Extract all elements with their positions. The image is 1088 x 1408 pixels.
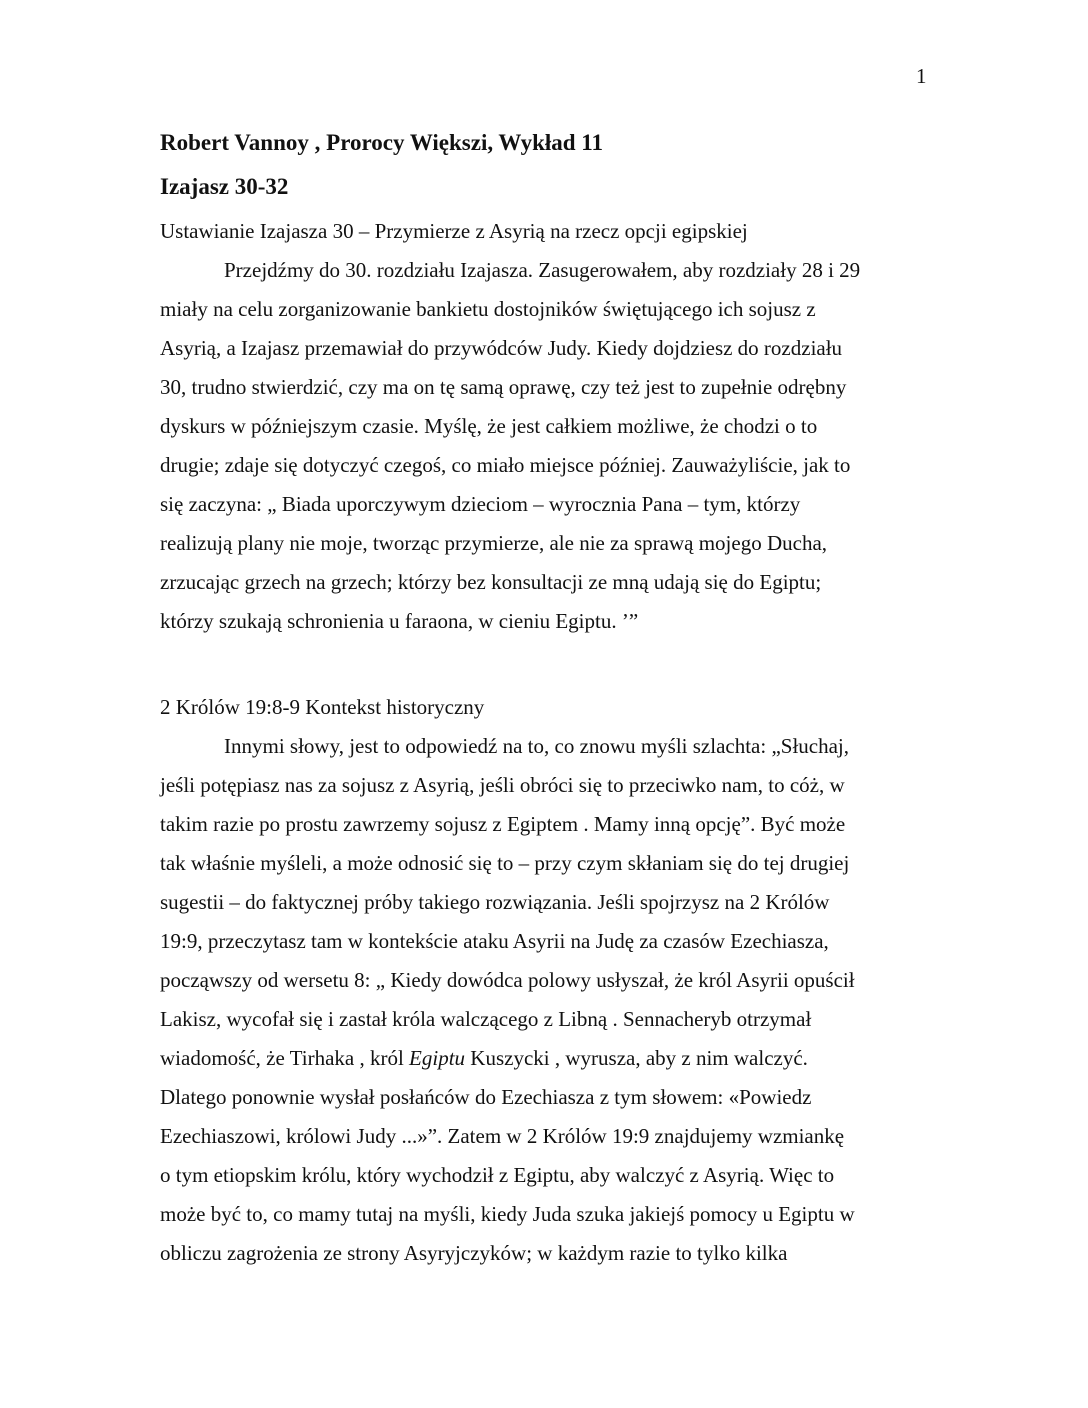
paragraph-line: sugestii – do faktycznej próby takiego rozwiązania. Jeśli spojrzysz na 2 Królów bbox=[160, 890, 830, 914]
paragraph-line: Innymi słowy, jest to odpowiedź na to, co znowu myśli szlachta: „Słuchaj, bbox=[224, 734, 850, 758]
section-heading: 2 Królów 19:8-9 Kontekst historyczny bbox=[160, 695, 485, 719]
paragraph-line: Asyrią, a Izajasz przemawiał do przywódców Judy. Kiedy dojdziesz do rozdziału bbox=[160, 336, 843, 360]
paragraph-line: 30, trudno stwierdzić, czy ma on tę samą oprawę, czy też jest to zupełnie odrębny bbox=[160, 375, 847, 399]
section-heading: Ustawianie Izajasza 30 – Przymierze z Asyrią na rzecz opcji egipskiej bbox=[160, 219, 748, 243]
document-subtitle: Izajasz 30-32 bbox=[160, 174, 289, 199]
page-number: 1 bbox=[916, 64, 927, 88]
paragraph-line: dyskurs w późniejszym czasie. Myślę, że jest całkiem możliwe, że chodzi o to bbox=[160, 414, 818, 438]
paragraph-line: miały na celu zorganizowanie bankietu dostojników świętującego ich sojusz z bbox=[160, 297, 816, 321]
paragraph-line bbox=[160, 1045, 808, 1071]
line-text: Kuszycki , wyrusza, aby z nim walczyć. bbox=[465, 1046, 808, 1070]
paragraph-line: którzy szukają schronienia u faraona, w cieniu Egiptu. ’” bbox=[160, 609, 639, 633]
paragraph-line: o tym etiopskim królu, który wychodził z Egiptu, aby walczyć z Asyrią. Więc to bbox=[160, 1163, 835, 1187]
italic-word: Egiptu bbox=[409, 1046, 466, 1070]
paragraph-line: tak właśnie myśleli, a może odnosić się to – przy czym skłaniam się do tej drugiej bbox=[160, 851, 850, 875]
paragraph-line: jeśli potępiasz nas za sojusz z Asyrią, jeśli obróci się to przeciwko nam, to cóż, w bbox=[160, 773, 845, 797]
paragraph-line: Lakisz, wycofał się i zastał króla walczącego z Libną . Sennacheryb otrzymał bbox=[160, 1007, 812, 1031]
paragraph-line: się zaczyna: „ Biada uporczywym dzieciom – wyrocznia Pana – tym, którzy bbox=[160, 492, 801, 516]
paragraph-line: zrzucając grzech na grzech; którzy bez konsultacji ze mną udają się do Egiptu; bbox=[160, 570, 822, 594]
paragraph-line: Przejdźmy do 30. rozdziału Izajasza. Zasugerowałem, aby rozdziały 28 i 29 bbox=[224, 258, 861, 282]
paragraph-line: obliczu zagrożenia ze strony Asyryjczyków; w każdym razie to tylko kilka bbox=[160, 1241, 788, 1265]
paragraph-line: począwszy od wersetu 8: „ Kiedy dowódca polowy usłyszał, że król Asyrii opuścił bbox=[160, 968, 855, 992]
paragraph-line: Dlatego ponownie wysłał posłańców do Ezechiasza z tym słowem: «Powiedz bbox=[160, 1085, 812, 1109]
document-title: Robert Vannoy , Prorocy Większi, Wykład 11 bbox=[160, 130, 604, 155]
paragraph-line: realizują plany nie moje, tworząc przymierze, ale nie za sprawą mojego Ducha, bbox=[160, 531, 828, 555]
paragraph-line: drugie; zdaje się dotyczyć czegoś, co miało miejsce później. Zauważyliście, jak to bbox=[160, 453, 851, 477]
line-text: wiadomość, że Tirhaka , król bbox=[160, 1046, 410, 1070]
paragraph-line: może być to, co mamy tutaj na myśli, kiedy Juda szuka jakiejś pomocy u Egiptu w bbox=[160, 1202, 855, 1226]
paragraph-line: takim razie po prostu zawrzemy sojusz z Egiptem . Mamy inną opcję”. Być może bbox=[160, 812, 846, 836]
paragraph-line: 19:9, przeczytasz tam w kontekście ataku Asyrii na Judę za czasów Ezechiasza, bbox=[160, 929, 829, 953]
paragraph-line: Ezechiaszowi, królowi Judy ...»”. Zatem w 2 Królów 19:9 znajdujemy wzmiankę bbox=[160, 1124, 845, 1148]
